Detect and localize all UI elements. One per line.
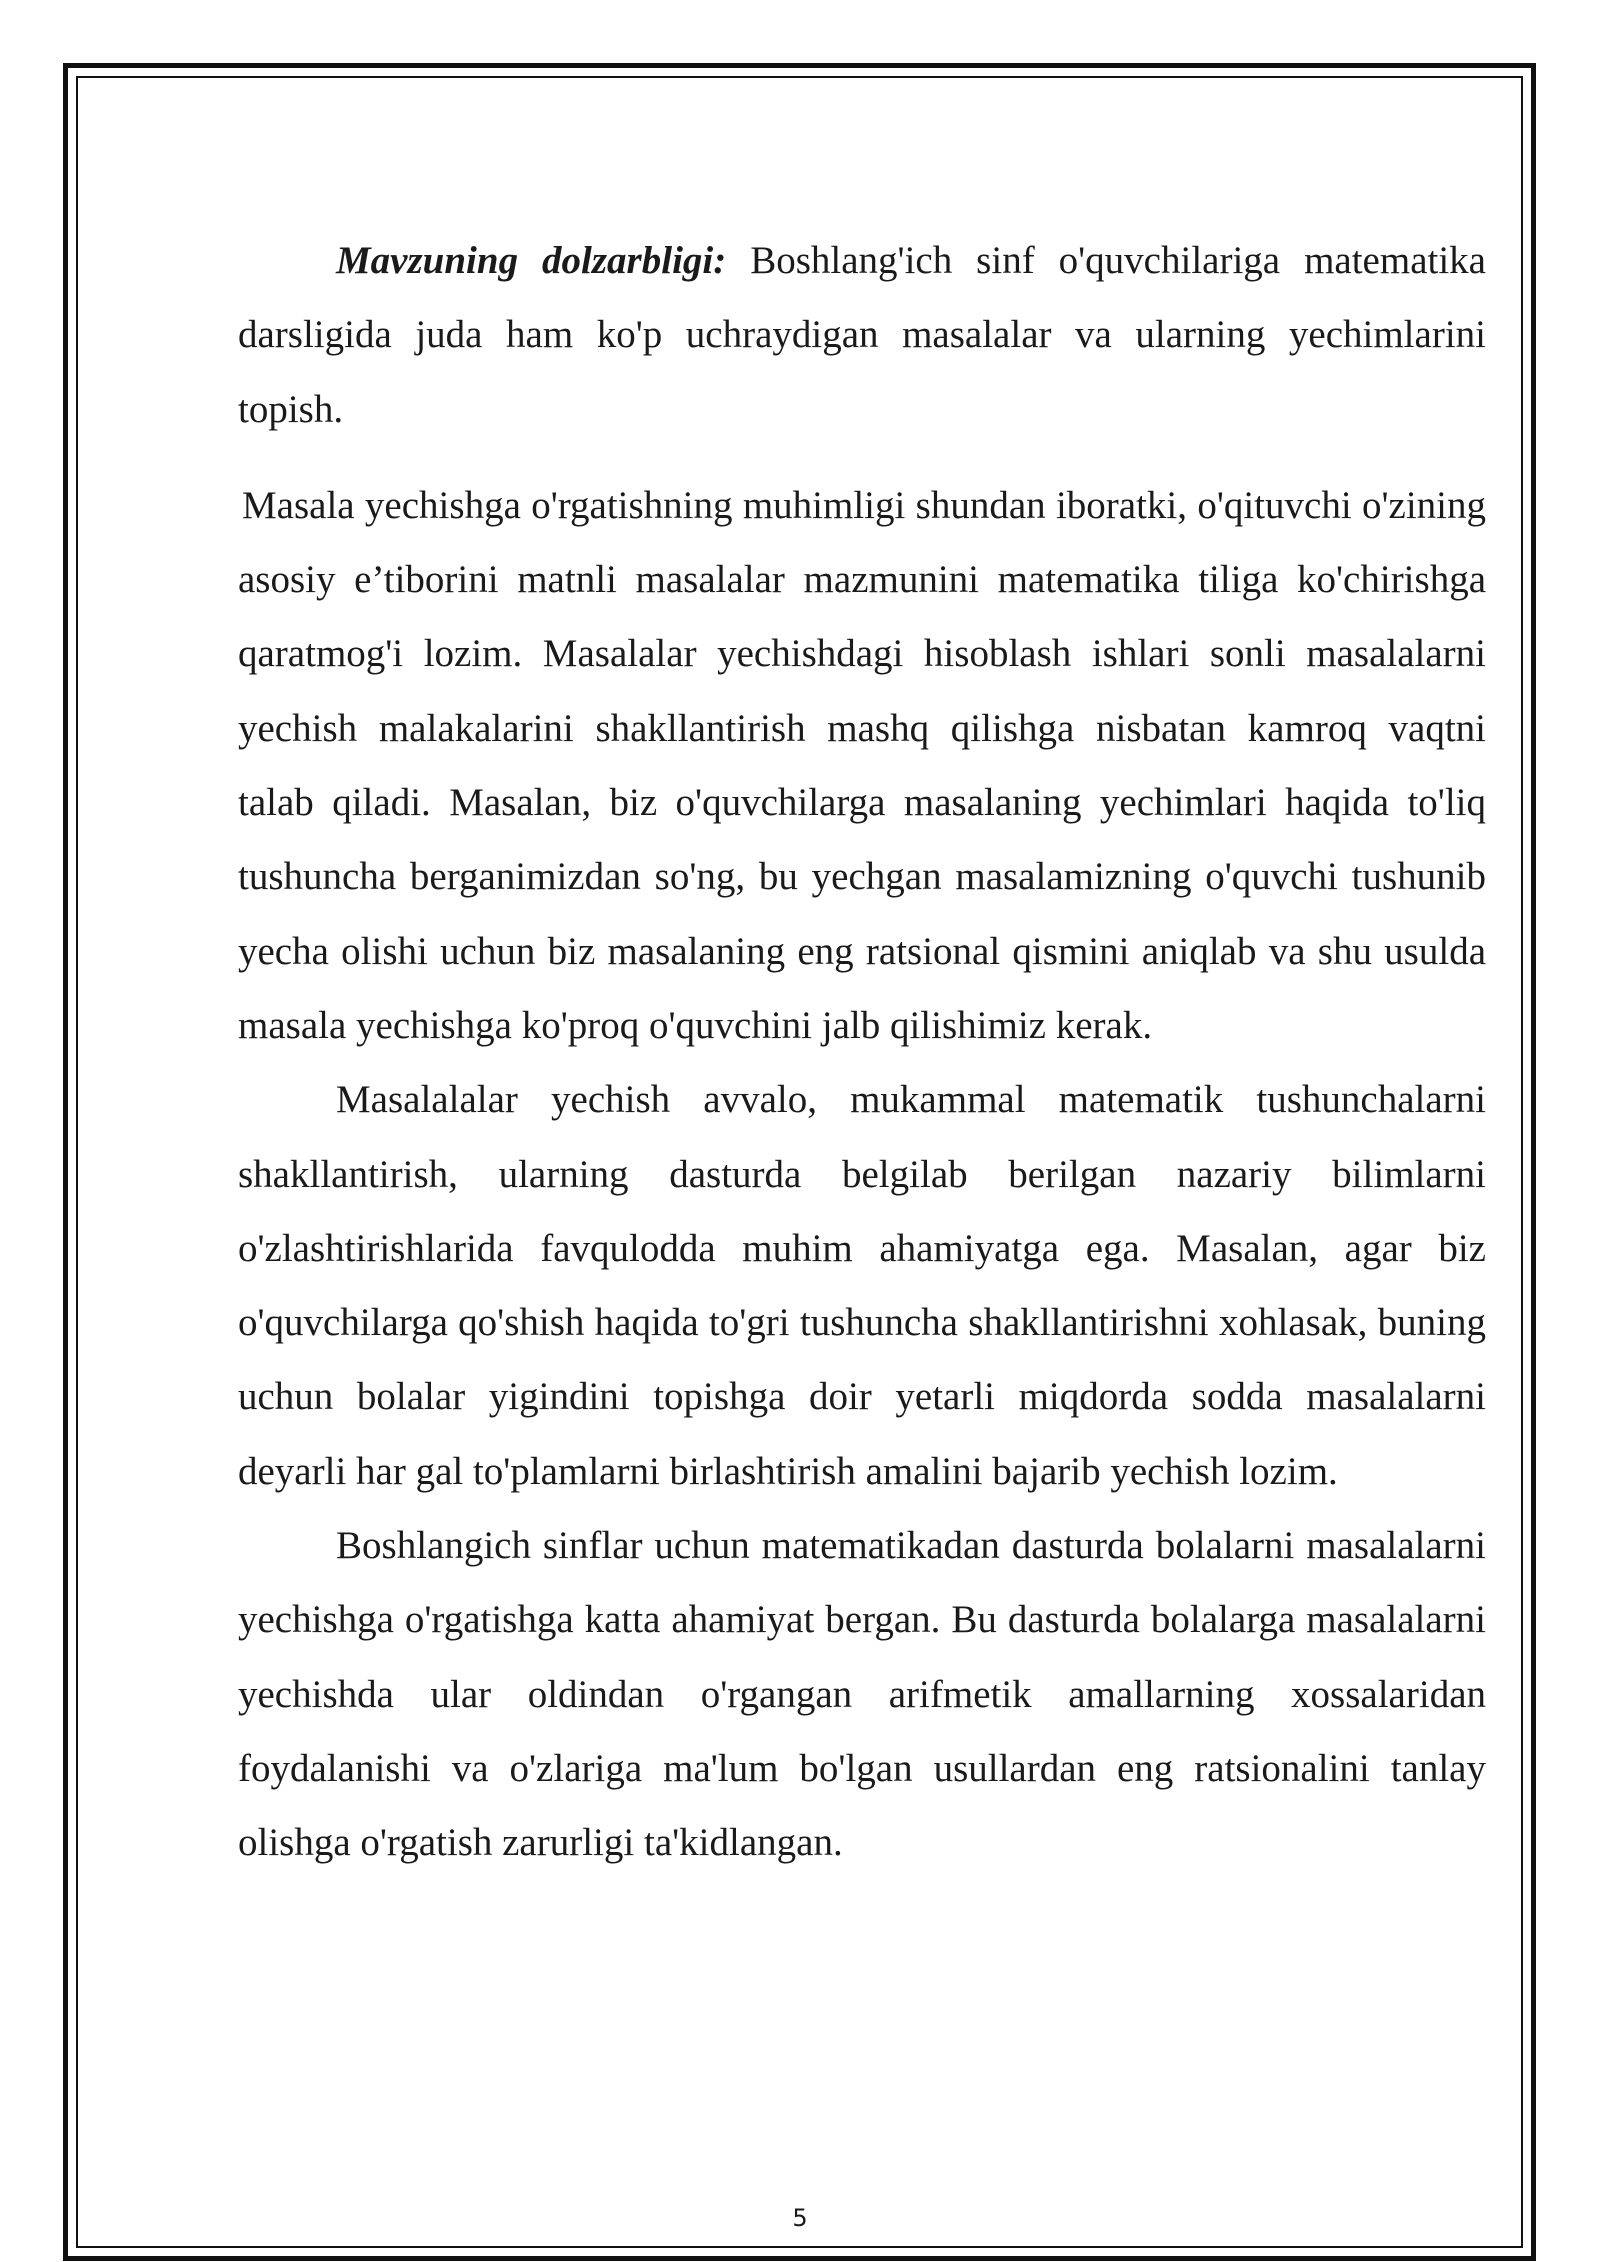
paragraph-concepts: Masalalalar yechish avvalo, mukammal matematik tushunchalarni shakllantirish, ularning dasturda belgilab berilgan nazariy bilimlarni o'zlashtirishlarida favqulodda muhim ahamiyatga ega. Masalan, agar biz o'quvchilarga qo'shish haqida to'gri tushuncha shakllantirishni xohlasak, buning uchun bolalar yigindini topishga doir yetarli miqdorda sodda masalalarni deyarli har gal to'plamlarni birlashtirish amalini bajarib yechish lozim.	[238, 1078, 1486, 1493]
paragraph-importance: Masala yechishga o'rgatishning muhimligi shundan iboratki, o'qituvchi o'zining asosiy e’tiborini matnli masalalar mazmunini matematika tiliga ko'chirishga qaratmog'i lozim. Masalalar yechishdagi hisoblash ishlari sonli masalalarni yechish malakalarini shakllantirish mashq qilishga nisbatan kamroq vaqtni talab qiladi. Masalan, biz o'quvchilarga masalaning yechimlari haqida to'liq tushuncha berganimizdan so'ng, bu yechgan masalamizning o'quvchi tushunib yecha olishi uchun biz masalaning eng ratsional qismini aniqlab va shu usulda masala yechishga ko'proq o'quvchini jalb qilishimiz kerak.	[238, 483, 1486, 1047]
paragraph-curriculum: Boshlangich sinflar uchun matematikadan dasturda bolalarni masalalarni yechishga o'rgatishga katta ahamiyat bergan. Bu dasturda bolalarga masalalarni yechishda ular oldindan o'rgangan arifmetik amallarning xossalaridan foydalanishi va o'zlariga ma'lum bo'lgan usullardan eng ratsionalini tanlay olishga o'rgatish zarurligi ta'kidlangan.	[238, 1524, 1486, 1865]
relevance-text: Boshlang'ich sinf o'quvchilariga matematika darsligida juda ham ko'p uchraydigan masalalar va ularning yechimlarini topish.	[238, 239, 1486, 431]
relevance-heading: Mavzuning dolzarbligi:	[336, 239, 727, 282]
document-body	[238, 224, 1486, 1881]
paragraph-relevance	[238, 224, 1486, 447]
page-number: 5	[792, 2204, 808, 2232]
